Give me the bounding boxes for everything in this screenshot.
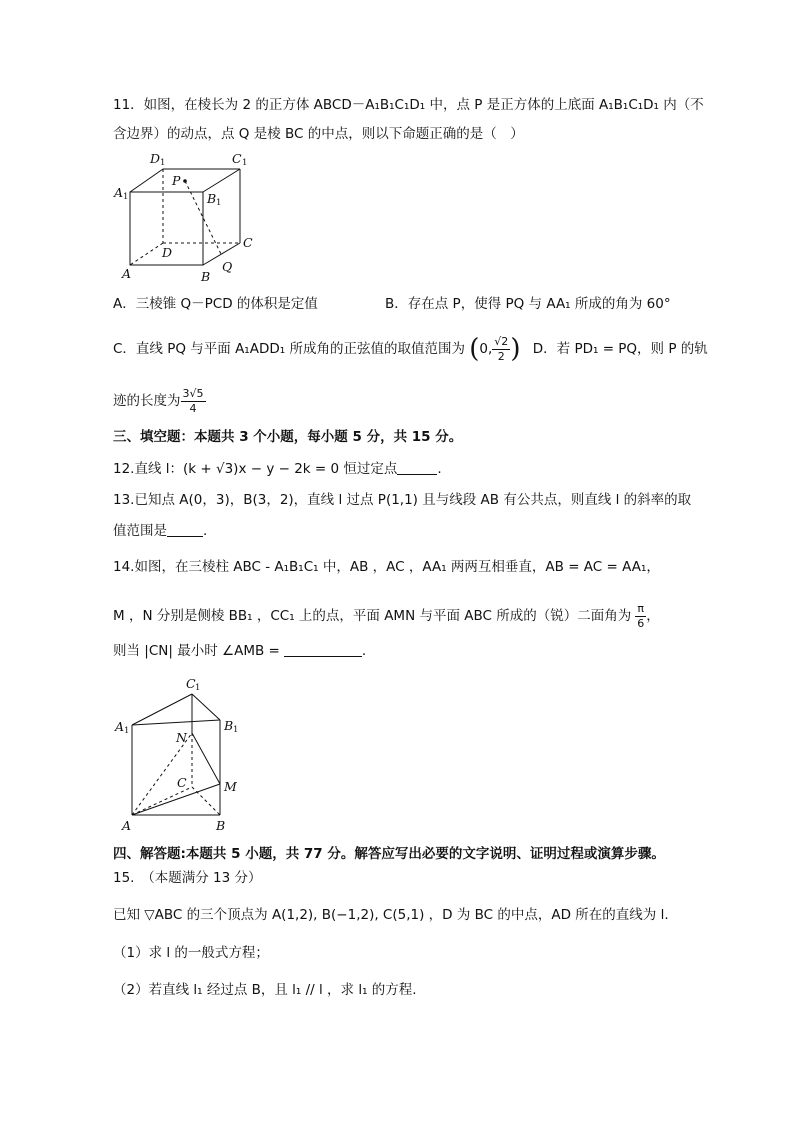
label-a: A — [122, 266, 132, 281]
label-a1: A — [115, 719, 125, 734]
label-c1: C — [186, 676, 196, 691]
svg-text:1: 1 — [216, 198, 222, 208]
label-c1: C — [232, 151, 242, 166]
q12-answer-blank[interactable] — [397, 460, 437, 475]
label-c: C — [243, 235, 253, 250]
q15-title: 15. （本题满分 13 分） — [113, 870, 262, 886]
label-b1: B — [224, 718, 234, 733]
q11-option-d-cont: 迹的长度为 $\frac{3√5}{4}$ — [113, 386, 204, 415]
q11-option-d: D．若 PD₁ = PQ，则 P 的轨 — [532, 341, 708, 357]
fraction-sqrt2-over-2: $\frac{√2}{2}$ — [494, 334, 509, 363]
svg-text:1: 1 — [195, 683, 201, 693]
fraction-pi-over-6: $\frac{\pi}{6}$ — [637, 601, 645, 630]
label-c: C — [177, 775, 187, 790]
svg-text:1: 1 — [160, 158, 166, 168]
q11-text-line1: 11．如图，在棱长为 2 的正方体 ABCD－A₁B₁C₁D₁ 中，点 P 是正方体的上底面 A₁B₁C₁D₁ 内（不 — [113, 97, 704, 113]
q13-text-line1: 13.已知点 A(0，3)，B(3，2)，直线 l 过点 P(1,1) 且与线段 AB 有公共点，则直线 l 的斜率的取 — [113, 492, 692, 508]
q15-stem: 已知 ▽ABC 的三个顶点为 A(1,2), B(−1,2), C(5,1) ，D 为 BC 的中点，AD 所在的直线为 l. — [113, 907, 669, 923]
label-a1: A — [114, 185, 124, 200]
q12-text: 12.直线 l：(k + √3)x − y − 2k = 0 恒过定点 . — [113, 461, 442, 477]
label-q: Q — [222, 259, 233, 274]
section-4-heading: 四、解答题:本题共 5 小题，共 77 分。解答应写出必要的文字说明、证明过程或演算步骤。 — [113, 846, 665, 862]
svg-text:1: 1 — [233, 725, 239, 735]
cube-figure — [110, 148, 260, 284]
fraction-3sqrt5-over-4: $\frac{3√5}{4}$ — [182, 386, 204, 415]
prism-figure — [112, 675, 252, 835]
section-3-heading: 三、填空题：本题共 3 个小题，每小题 5 分，共 15 分。 — [113, 429, 463, 445]
label-a: A — [122, 818, 132, 833]
q14-text-line1: 14.如图，在三棱柱 ABC - A₁B₁C₁ 中，AB ，AC ，AA₁ 两两互相垂直，AB = AC = AA₁， — [113, 559, 660, 575]
label-d1: D — [150, 151, 161, 166]
label-b: B — [216, 818, 226, 833]
q11-option-a: A．三棱锥 Q－PCD 的体积是定值 — [113, 296, 318, 312]
q13-text-line2: 值范围是 . — [113, 523, 208, 539]
svg-text:1: 1 — [123, 192, 129, 202]
svg-text:1: 1 — [124, 726, 130, 736]
label-b1: B — [207, 191, 217, 206]
label-m: M — [224, 779, 237, 794]
q11-text-line2: 含边界）的动点，点 Q 是棱 BC 的中点，则以下命题正确的是（ ） — [113, 126, 524, 142]
q11-option-c: C．直线 PQ 与平面 A₁ADD₁ 所成角的正弦值的取值范围为 (0, $\frac{√2}{2}$ ) D．若 PD₁ = PQ，则 P 的轨 — [113, 334, 708, 364]
label-b: B — [201, 269, 211, 284]
q14-text-line3: 则当 |CN| 最小时 ∠AMB = . — [113, 643, 367, 659]
label-p: P — [172, 173, 181, 188]
q13-answer-blank[interactable] — [167, 522, 203, 537]
label-n: N — [176, 730, 187, 745]
q15-part-1: （1）求 l 的一般式方程； — [113, 945, 269, 961]
q11-option-b: B．存在点 P，使得 PQ 与 AA₁ 所成的角为 60° — [385, 296, 671, 312]
q14-text-line2: M ，N 分别是侧棱 BB₁ ，CC₁ 上的点，平面 AMN 与平面 ABC 所成的（锐）二面角为 $\frac{\pi}{6}$ ， — [113, 601, 660, 630]
label-d: D — [162, 245, 173, 260]
q14-answer-blank[interactable] — [284, 642, 362, 657]
q15-part-2: （2）若直线 l₁ 经过点 B，且 l₁ // l ，求 l₁ 的方程. — [113, 982, 417, 998]
svg-text:1: 1 — [242, 158, 248, 168]
